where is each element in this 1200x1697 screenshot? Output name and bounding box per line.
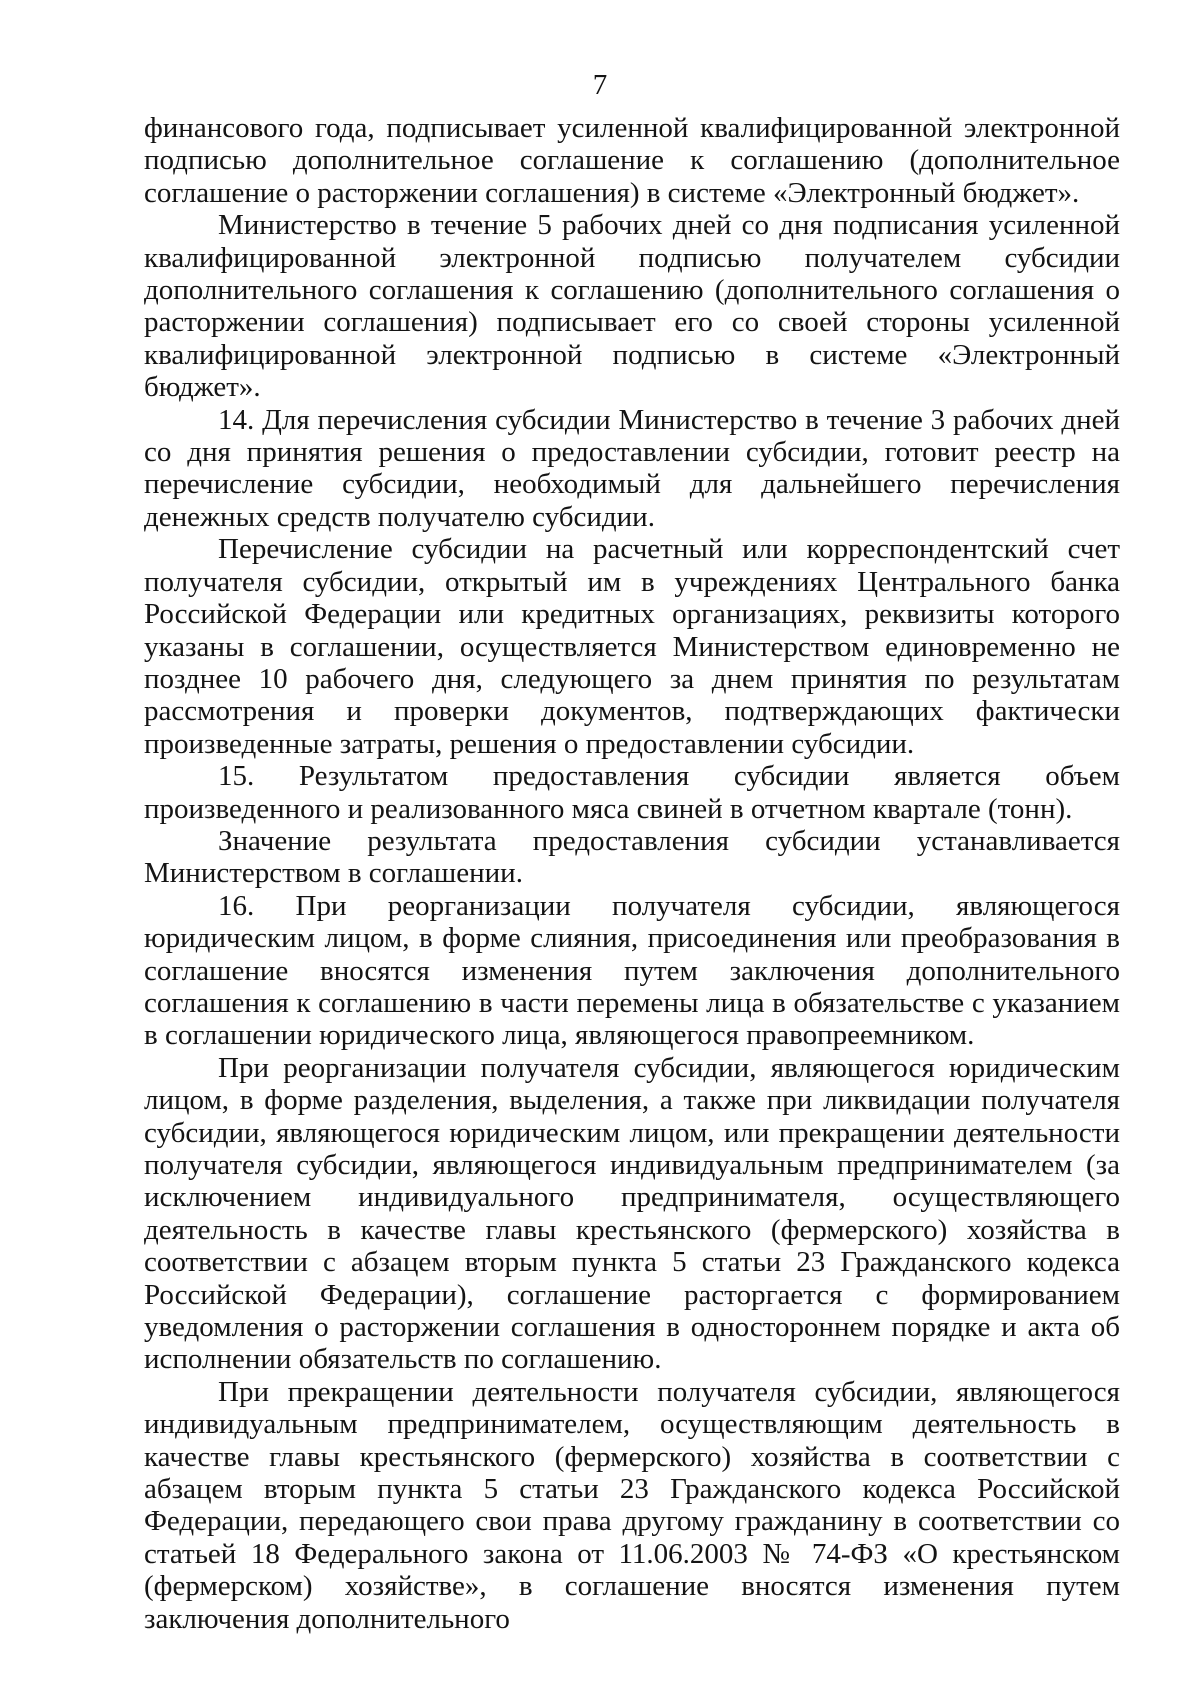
paragraph: При прекращении деятельности получателя субсидии, являющегося индивидуальным предпринимателем, осуществляющим деятельность в качестве главы крестьянского (фермерского) хозяйства в соответствии с абзацем вторым пункта 5 статьи 23 Гражданского кодекса Российской Федерации, передающего свои права другому гражданину в соответствии со статьей 18 Федерального закона от 11.06.2003 № 74-ФЗ «О крестьянском (фермерском) хозяйстве», в соглашение вносятся изменения путем заключения дополнительного <box>144 1375 1120 1635</box>
page-number: 7 <box>592 69 608 101</box>
paragraph: Министерство в течение 5 рабочих дней со дня подписания усиленной квалифицированной электронной подписью получателем субсидии дополнительного соглашения к соглашению (дополнительного соглашения о расторжении соглашения) подписывает его со своей стороны усиленной квалифицированной электронной подписью в системе «Электронный бюджет». <box>144 209 1120 404</box>
paragraph-continuation: финансового года, подписывает усиленной квалифицированной электронной подписью дополнительное соглашение к соглашению (дополнительное соглашение о расторжении соглашения) в системе «Электронный бюджет». <box>144 112 1120 209</box>
document-body <box>144 112 1120 1635</box>
paragraph-item-16: 16. При реорганизации получателя субсидии, являющегося юридическим лицом, в форме слияния, присоединения или преобразования в соглашение вносятся изменения путем заключения дополнительного соглашения к соглашению в части перемены лица в обязательстве с указанием в соглашении юридического лица, являющегося правопреемником. <box>144 889 1120 1052</box>
paragraph: Перечисление субсидии на расчетный или корреспондентский счет получателя субсидии, открытый им в учреждениях Центрального банка Российской Федерации или кредитных организациях, реквизиты которого указаны в соглашении, осуществляется Министерством единовременно не позднее 10 рабочего дня, следующего за днем принятия по результатам рассмотрения и проверки документов, подтверждающих фактически произведенные затраты, решения о предоставлении субсидии. <box>144 533 1120 760</box>
paragraph-item-15: 15. Результатом предоставления субсидии является объем произведенного и реализованного мяса свиней в отчетном квартале (тонн). <box>144 760 1120 825</box>
paragraph: При реорганизации получателя субсидии, являющегося юридическим лицом, в форме разделения, выделения, а также при ликвидации получателя субсидии, являющегося юридическим лицом, или прекращении деятельности получателя субсидии, являющегося индивидуальным предпринимателем (за исключением индивидуального предпринимателя, осуществляющего деятельность в качестве главы крестьянского (фермерского) хозяйства в соответствии с абзацем вторым пункта 5 статьи 23 Гражданского кодекса Российской Федерации), соглашение расторгается с формированием уведомления о расторжении соглашения в одностороннем порядке и акта об исполнении обязательств по соглашению. <box>144 1051 1120 1376</box>
paragraph-item-14: 14. Для перечисления субсидии Министерство в течение 3 рабочих дней со дня принятия решения о предоставлении субсидии, готовит реестр на перечисление субсидии, необходимый для дальнейшего перечисления денежных средств получателю субсидии. <box>144 403 1120 533</box>
paragraph: Значение результата предоставления субсидии устанавливается Министерством в соглашении. <box>144 824 1120 890</box>
